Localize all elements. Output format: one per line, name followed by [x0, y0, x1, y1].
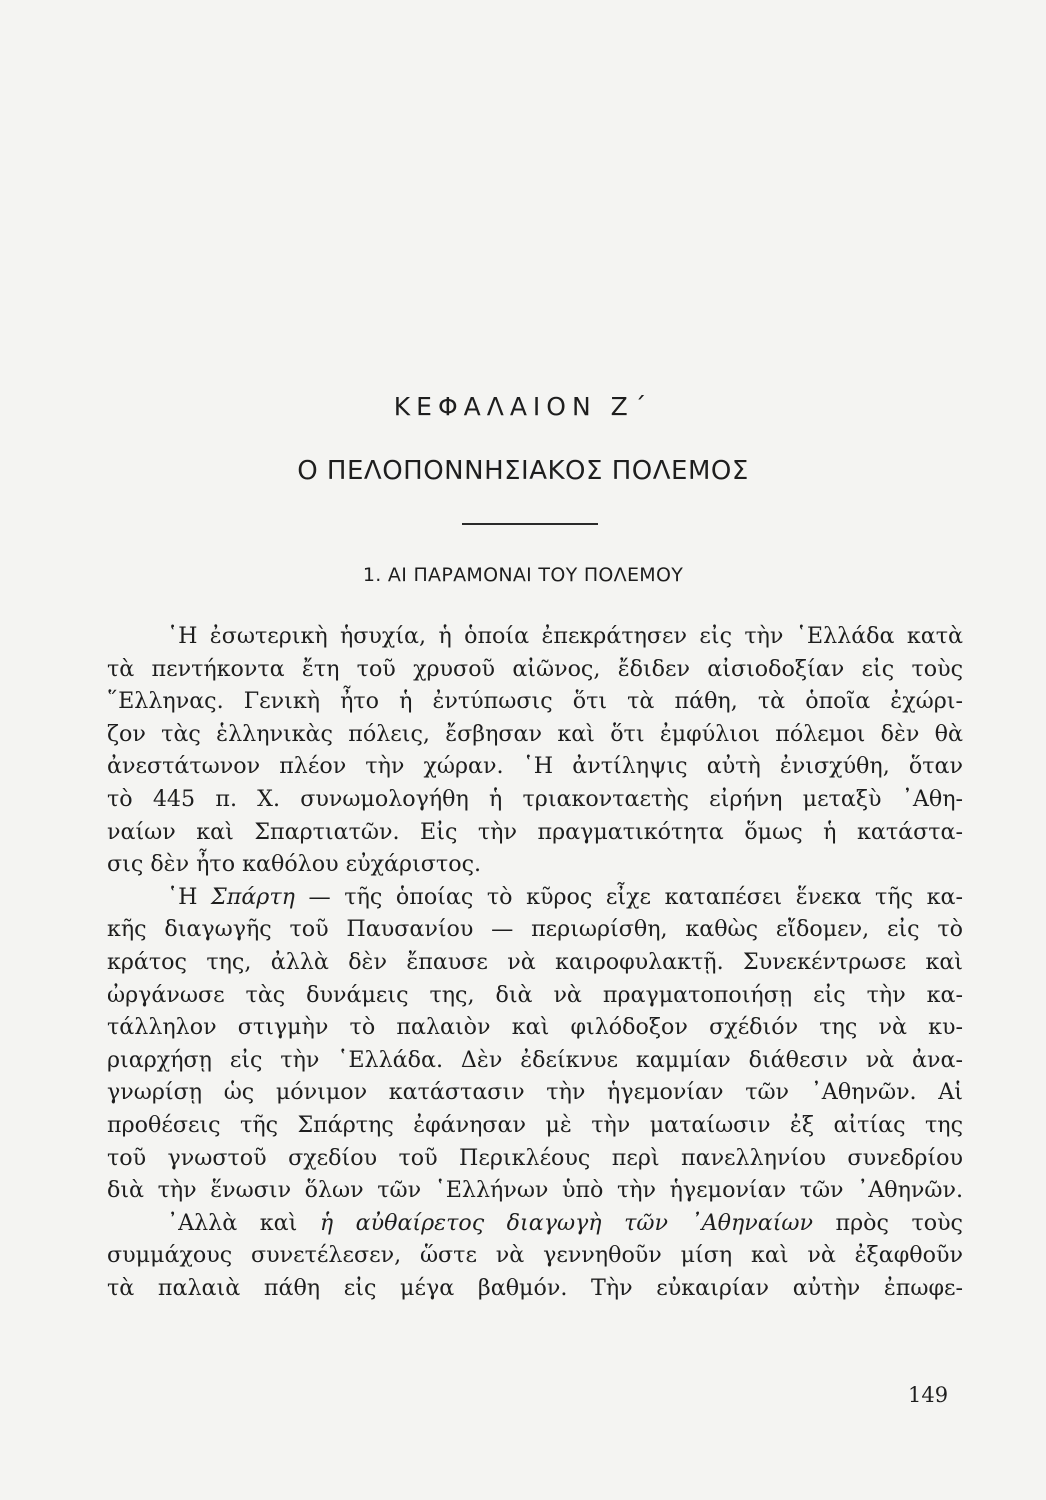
text-line: γνωρίσῃ ὡς μόνιμον κατάστασιν τὴν ἡγεμονίαν τῶν ᾿Αθηνῶν. Αἱ: [107, 1079, 963, 1106]
text-line: τὰ πεντήκοντα ἔτη τοῦ χρυσοῦ αἰῶνος, ἔδιδεν αἰσιοδοξίαν εἰς τοὺς: [107, 655, 963, 682]
text-line: ριαρχήσῃ εἰς τὴν ῾Ελλάδα. Δὲν ἐδείκνυε καμμίαν διάθεσιν νὰ ἀνα-: [107, 1046, 963, 1073]
text-segment: ᾿Αλλὰ καὶ: [167, 1209, 298, 1236]
text-line: ῞Ελληνας. Γενικὴ ἦτο ἡ ἐντύπωσις ὅτι τὰ πάθη, τὰ ὁποῖα ἐχώρι-: [107, 688, 963, 715]
text-segment: πρὸς τοὺς: [835, 1209, 963, 1236]
text-line: προθέσεις τῆς Σπάρτης ἐφάνησαν μὲ τὴν ματαίωσιν ἐξ αἰτίας της: [107, 1111, 963, 1138]
text-line: τοῦ γνωστοῦ σχεδίου τοῦ Περικλέους περὶ πανελληνίου συνεδρίου: [107, 1144, 963, 1171]
text-segment: ῾Η: [167, 883, 198, 910]
body-text: [107, 620, 963, 1304]
text-line: σις δὲν ἦτο καθόλου εὐχάριστος.: [107, 851, 482, 878]
italic-text: ἡ αὐθαίρετος διαγωγὴ τῶν ᾿Αθηναίων: [319, 1209, 813, 1236]
text-line: τὸ 445 π. Χ. συνωμολογήθη ἡ τριακονταετὴς εἰρήνη μεταξὺ ᾿Αθη-: [107, 785, 963, 812]
text-line: διὰ τὴν ἕνωσιν ὅλων τῶν ῾Ελλήνων ὑπὸ τὴν ἡγεμονίαν τῶν ᾿Αθηνῶν.: [107, 1177, 963, 1204]
italic-text: Σπάρτη: [211, 883, 295, 910]
text-line: τάλληλον στιγμὴν τὸ παλαιὸν καὶ φιλόδοξον σχέδιόν της νὰ κυ-: [107, 1014, 963, 1041]
text-line: [107, 1207, 963, 1240]
text-line: ῾Η ἐσωτερικὴ ἡσυχία, ἡ ὁποία ἐπεκράτησεν εἰς τὴν ῾Ελλάδα κατὰ: [167, 623, 963, 649]
chapter-heading: ΚΕΦΑΛΑΙΟΝ Ζ΄: [393, 392, 653, 421]
text-line: [107, 881, 963, 914]
page-number: 149: [908, 1383, 949, 1407]
text-line: κράτος της, ἀλλὰ δὲν ἔπαυσε νὰ καιροφυλακτῇ. Συνεκέντρωσε καὶ: [107, 948, 963, 975]
title-divider: [462, 523, 598, 525]
chapter-title: Ο ΠΕΛΟΠΟΝΝΗΣΙΑΚΟΣ ΠΟΛΕΜΟΣ: [297, 456, 749, 486]
text-line: ζον τὰς ἑλληνικὰς πόλεις, ἔσβησαν καὶ ὅτι ἐμφύλιοι πόλεμοι δὲν θὰ: [107, 720, 963, 747]
text-line: ἀνεστάτωνον πλέον τὴν χώραν. ῾Η ἀντίληψις αὐτὴ ἐνισχύθη, ὅταν: [107, 753, 963, 780]
text-segment: — τῆς ὁποίας τὸ κῦρος εἶχε καταπέσει ἕνεκα τῆς κα-: [308, 883, 963, 910]
text-line: κῆς διαγωγῆς τοῦ Παυσανίου — περιωρίσθη, καθὼς εἴδομεν, εἰς τὸ: [107, 916, 963, 943]
text-line: συμμάχους συνετέλεσεν, ὥστε νὰ γεννηθοῦν μίση καὶ νὰ ἐξαφθοῦν: [107, 1242, 963, 1269]
text-line: ὠργάνωσε τὰς δυνάμεις της, διὰ νὰ πραγματοποιήσῃ εἰς τὴν κα-: [107, 981, 963, 1008]
text-line: ναίων καὶ Σπαρτιατῶν. Εἰς τὴν πραγματικότητα ὅμως ἡ κατάστα-: [107, 818, 963, 845]
section-heading: 1. ΑΙ ΠΑΡΑΜΟΝΑΙ ΤΟΥ ΠΟΛΕΜΟΥ: [362, 564, 684, 586]
text-line: τὰ παλαιὰ πάθη εἰς μέγα βαθμόν. Τὴν εὐκαιρίαν αὐτὴν ἐπωφε-: [107, 1274, 963, 1301]
